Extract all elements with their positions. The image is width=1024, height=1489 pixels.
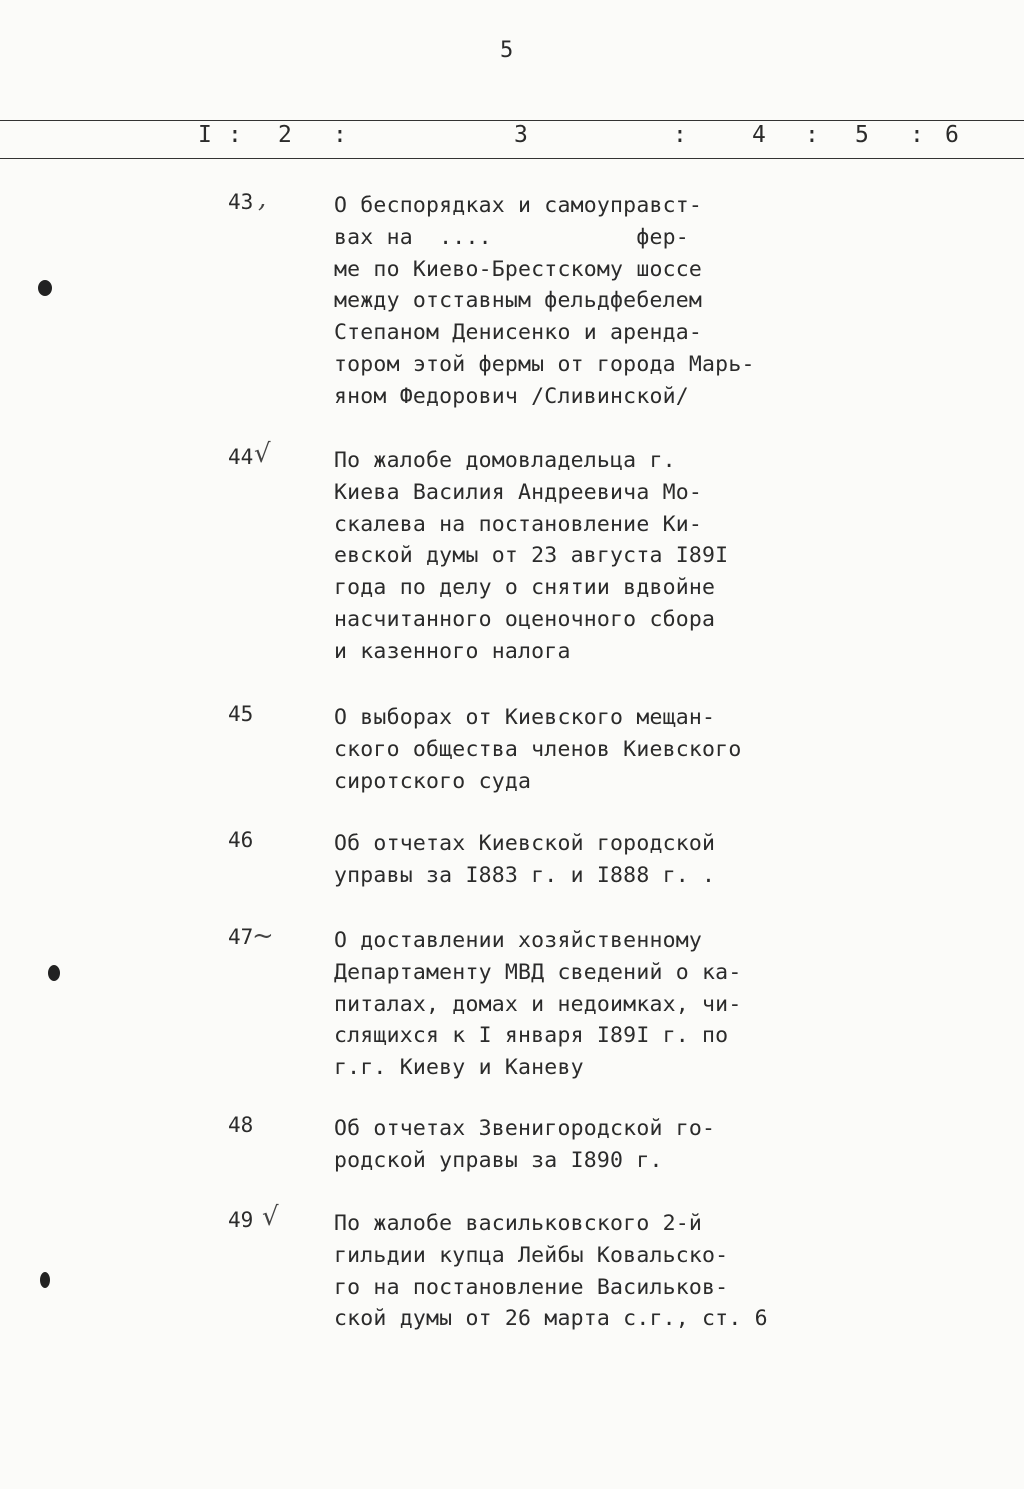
record-number: 49 [228, 1208, 254, 1232]
column-header-2: 2 [278, 122, 292, 148]
column-header-6: 6 [945, 122, 959, 148]
record-description: О выборах от Киевского мещан- ского общества членов Киевского сиротского суда [334, 705, 742, 794]
ink-spot [48, 965, 60, 981]
record-description: По жалобе домовладельца г. Киева Василия Андреевича Мо- скалева на постановление Ки- евской думы от 23 августа I89I года по делу о снятии вдвойне насчитанного оценочного сбора и казенного налога [334, 448, 729, 664]
column-separator: : [805, 122, 819, 148]
record-description: Об отчетах Звенигородской го- родской управы за I890 г. [334, 1116, 716, 1173]
pencil-mark-icon: , [258, 184, 267, 214]
column-separator: : [673, 122, 687, 148]
header-rule-bottom [0, 158, 1024, 159]
page-number: 5 [500, 38, 514, 63]
ink-spot [40, 1272, 50, 1288]
column-header-4: 4 [752, 122, 766, 148]
record-number: 43 [228, 190, 254, 214]
checkmark-icon: √ [254, 439, 271, 469]
column-separator: : [910, 122, 924, 148]
record-number: 44 [228, 445, 254, 469]
record-number: 46 [228, 828, 254, 852]
record-number: 47 [228, 925, 254, 949]
column-header-1: I [198, 122, 212, 148]
record-description: По жалобе васильковского 2-й гильдии купца Лейбы Ковальско- го на постановление Васильков- ской думы от 26 марта с.г., ст. 6 [334, 1211, 768, 1332]
record-description: Об отчетах Киевской городской управы за I883 г. и I888 г. . [334, 831, 716, 888]
checkmark-icon: √ [262, 1202, 279, 1232]
record-number: 45 [228, 702, 254, 726]
column-separator: : [333, 122, 347, 148]
header-rule-top [0, 120, 1024, 121]
ink-spot [38, 280, 52, 296]
pencil-mark-icon: ~ [252, 921, 274, 951]
column-header-5: 5 [855, 122, 869, 148]
record-description: О беспорядках и самоуправст- вах на .... фер- ме по Киево-Брестскому шоссе между отставным фельдфебелем Степаном Денисенко и аренда- тором этой фермы от города Марь- яном Федорович /Сливинской/ [334, 193, 755, 409]
record-description: О доставлении хозяйственному Департаменту МВД сведений о ка- питалах, домах и недоимках, чи- слящихся к I января I89I г. по г.г. Киеву и Каневу [334, 928, 742, 1081]
record-number: 48 [228, 1113, 254, 1137]
column-separator: : [228, 122, 242, 148]
column-header-3: 3 [514, 122, 528, 148]
